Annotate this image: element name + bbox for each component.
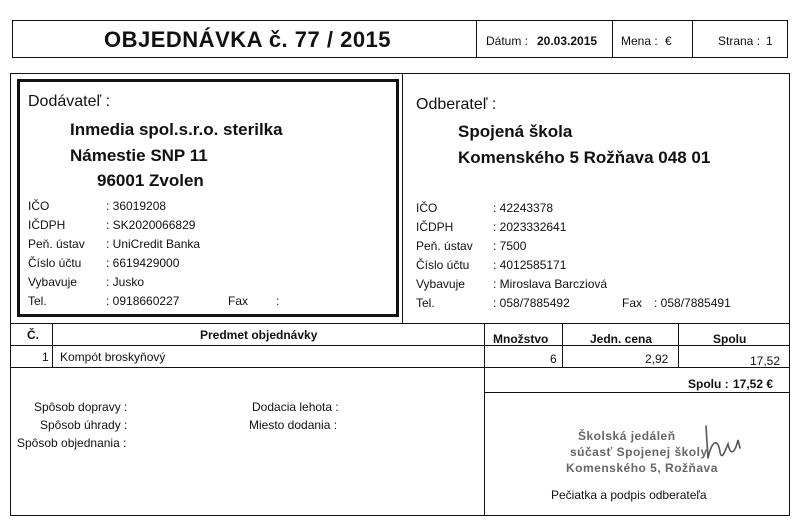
customer-field-label: IČO (416, 201, 438, 215)
stamp-line: Školská jedáleň (578, 429, 676, 443)
customer-fax-label: Fax (622, 296, 643, 310)
customer-name: Spojená škola (458, 122, 573, 141)
supplier-field-label: Číslo účtu (28, 256, 82, 270)
customer-heading: Odberateľ : (416, 96, 497, 113)
date-label: Dátum : (486, 34, 529, 48)
table-col-divider (678, 323, 679, 367)
page-value: 1 (766, 34, 773, 48)
table-header-item: Predmet objednávky (200, 328, 318, 342)
supplier-field-label: Vybavuje (28, 275, 77, 289)
table-col-divider (562, 323, 563, 367)
customer-field-value: : 058/7885492 (493, 296, 570, 310)
supplier-field-label: IČDPH (28, 218, 66, 232)
table-header-rule (10, 345, 790, 346)
table-row-item: Kompót broskyňový (60, 350, 166, 364)
table-header-total: Spolu (713, 332, 747, 346)
stamp-line: súčasť Spojenej školy (570, 445, 708, 459)
supplier-field-value: : 36019208 (106, 199, 167, 213)
supplier-field-label: IČO (28, 199, 50, 213)
signature-caption: Pečiatka a podpis odberateľa (551, 488, 707, 502)
date-value: 20.03.2015 (537, 34, 598, 48)
table-header-unit-price: Jedn. cena (590, 332, 653, 346)
table-sum-rule (484, 392, 790, 393)
party-divider (402, 73, 403, 323)
customer-fax-value: : 058/7885491 (654, 296, 731, 310)
stamp-line: Komenského 5, Rožňava (566, 461, 718, 475)
supplier-field-value: : UniCredit Banka (106, 237, 201, 251)
supplier-field-value: : 6619429000 (106, 256, 180, 270)
delivery-term-label: Dodacia lehota : (252, 400, 339, 414)
supplier-field-value: : 0918660227 (106, 294, 180, 308)
delivery-place-label: Miesto dodania : (249, 418, 338, 432)
payment-label: Spôsob úhrady : (40, 418, 128, 432)
supplier-field-label: Peň. ústav (28, 237, 85, 251)
customer-field-value: : 4012585171 (493, 258, 567, 272)
currency-label: Mena : (621, 34, 658, 48)
table-col-divider (52, 323, 53, 367)
table-row-unit-price: 2,92 (645, 352, 669, 366)
table-row-no: 1 (42, 350, 49, 364)
header-divider (476, 20, 477, 58)
table-row-total: 17,52 (750, 354, 781, 368)
customer-field-value: : 2023332641 (493, 220, 567, 234)
customer-field-value: : 42243378 (493, 201, 554, 215)
customer-field-label: Vybavuje (416, 277, 465, 291)
page-title: OBJEDNÁVKA č. 77 / 2015 (104, 27, 392, 52)
header-divider (692, 20, 693, 58)
supplier-field-value: : SK2020066829 (106, 218, 196, 232)
table-header-qty: Množstvo (493, 332, 549, 346)
signature-icon (696, 418, 748, 468)
transport-label: Spôsob dopravy : (34, 400, 128, 414)
customer-field-label: IČDPH (416, 220, 454, 234)
sum-value: 17,52 € (733, 377, 774, 391)
customer-field-label: Tel. (416, 296, 435, 310)
table-header-no: Č. (27, 328, 39, 342)
currency-value: € (665, 34, 672, 48)
header-divider (612, 20, 613, 58)
sum-label: Spolu : (688, 377, 729, 391)
table-row-qty: 6 (550, 352, 557, 366)
supplier-fax-value: : (276, 294, 280, 308)
supplier-fax-label: Fax (228, 294, 249, 308)
table-top-rule (10, 323, 790, 324)
supplier-heading: Dodávateľ : (28, 93, 111, 110)
customer-field-value: : 7500 (493, 239, 527, 253)
order-method-label: Spôsob objednania : (17, 436, 127, 450)
customer-street: Komenského 5 Rožňava 048 01 (458, 148, 711, 167)
page-label: Strana : (718, 34, 761, 48)
supplier-name: Inmedia spol.s.r.o. sterilka (70, 120, 283, 139)
customer-field-label: Číslo účtu (416, 258, 470, 272)
supplier-street: Námestie SNP 11 (70, 146, 208, 165)
supplier-field-label: Tel. (28, 294, 47, 308)
supplier-city: 96001 Zvolen (97, 171, 204, 190)
customer-field-label: Peň. ústav (416, 239, 473, 253)
supplier-field-value: : Jusko (106, 275, 145, 289)
table-row-rule (10, 367, 790, 368)
table-col-divider (484, 323, 485, 516)
customer-field-value: : Miroslava Barcziová (493, 277, 608, 291)
